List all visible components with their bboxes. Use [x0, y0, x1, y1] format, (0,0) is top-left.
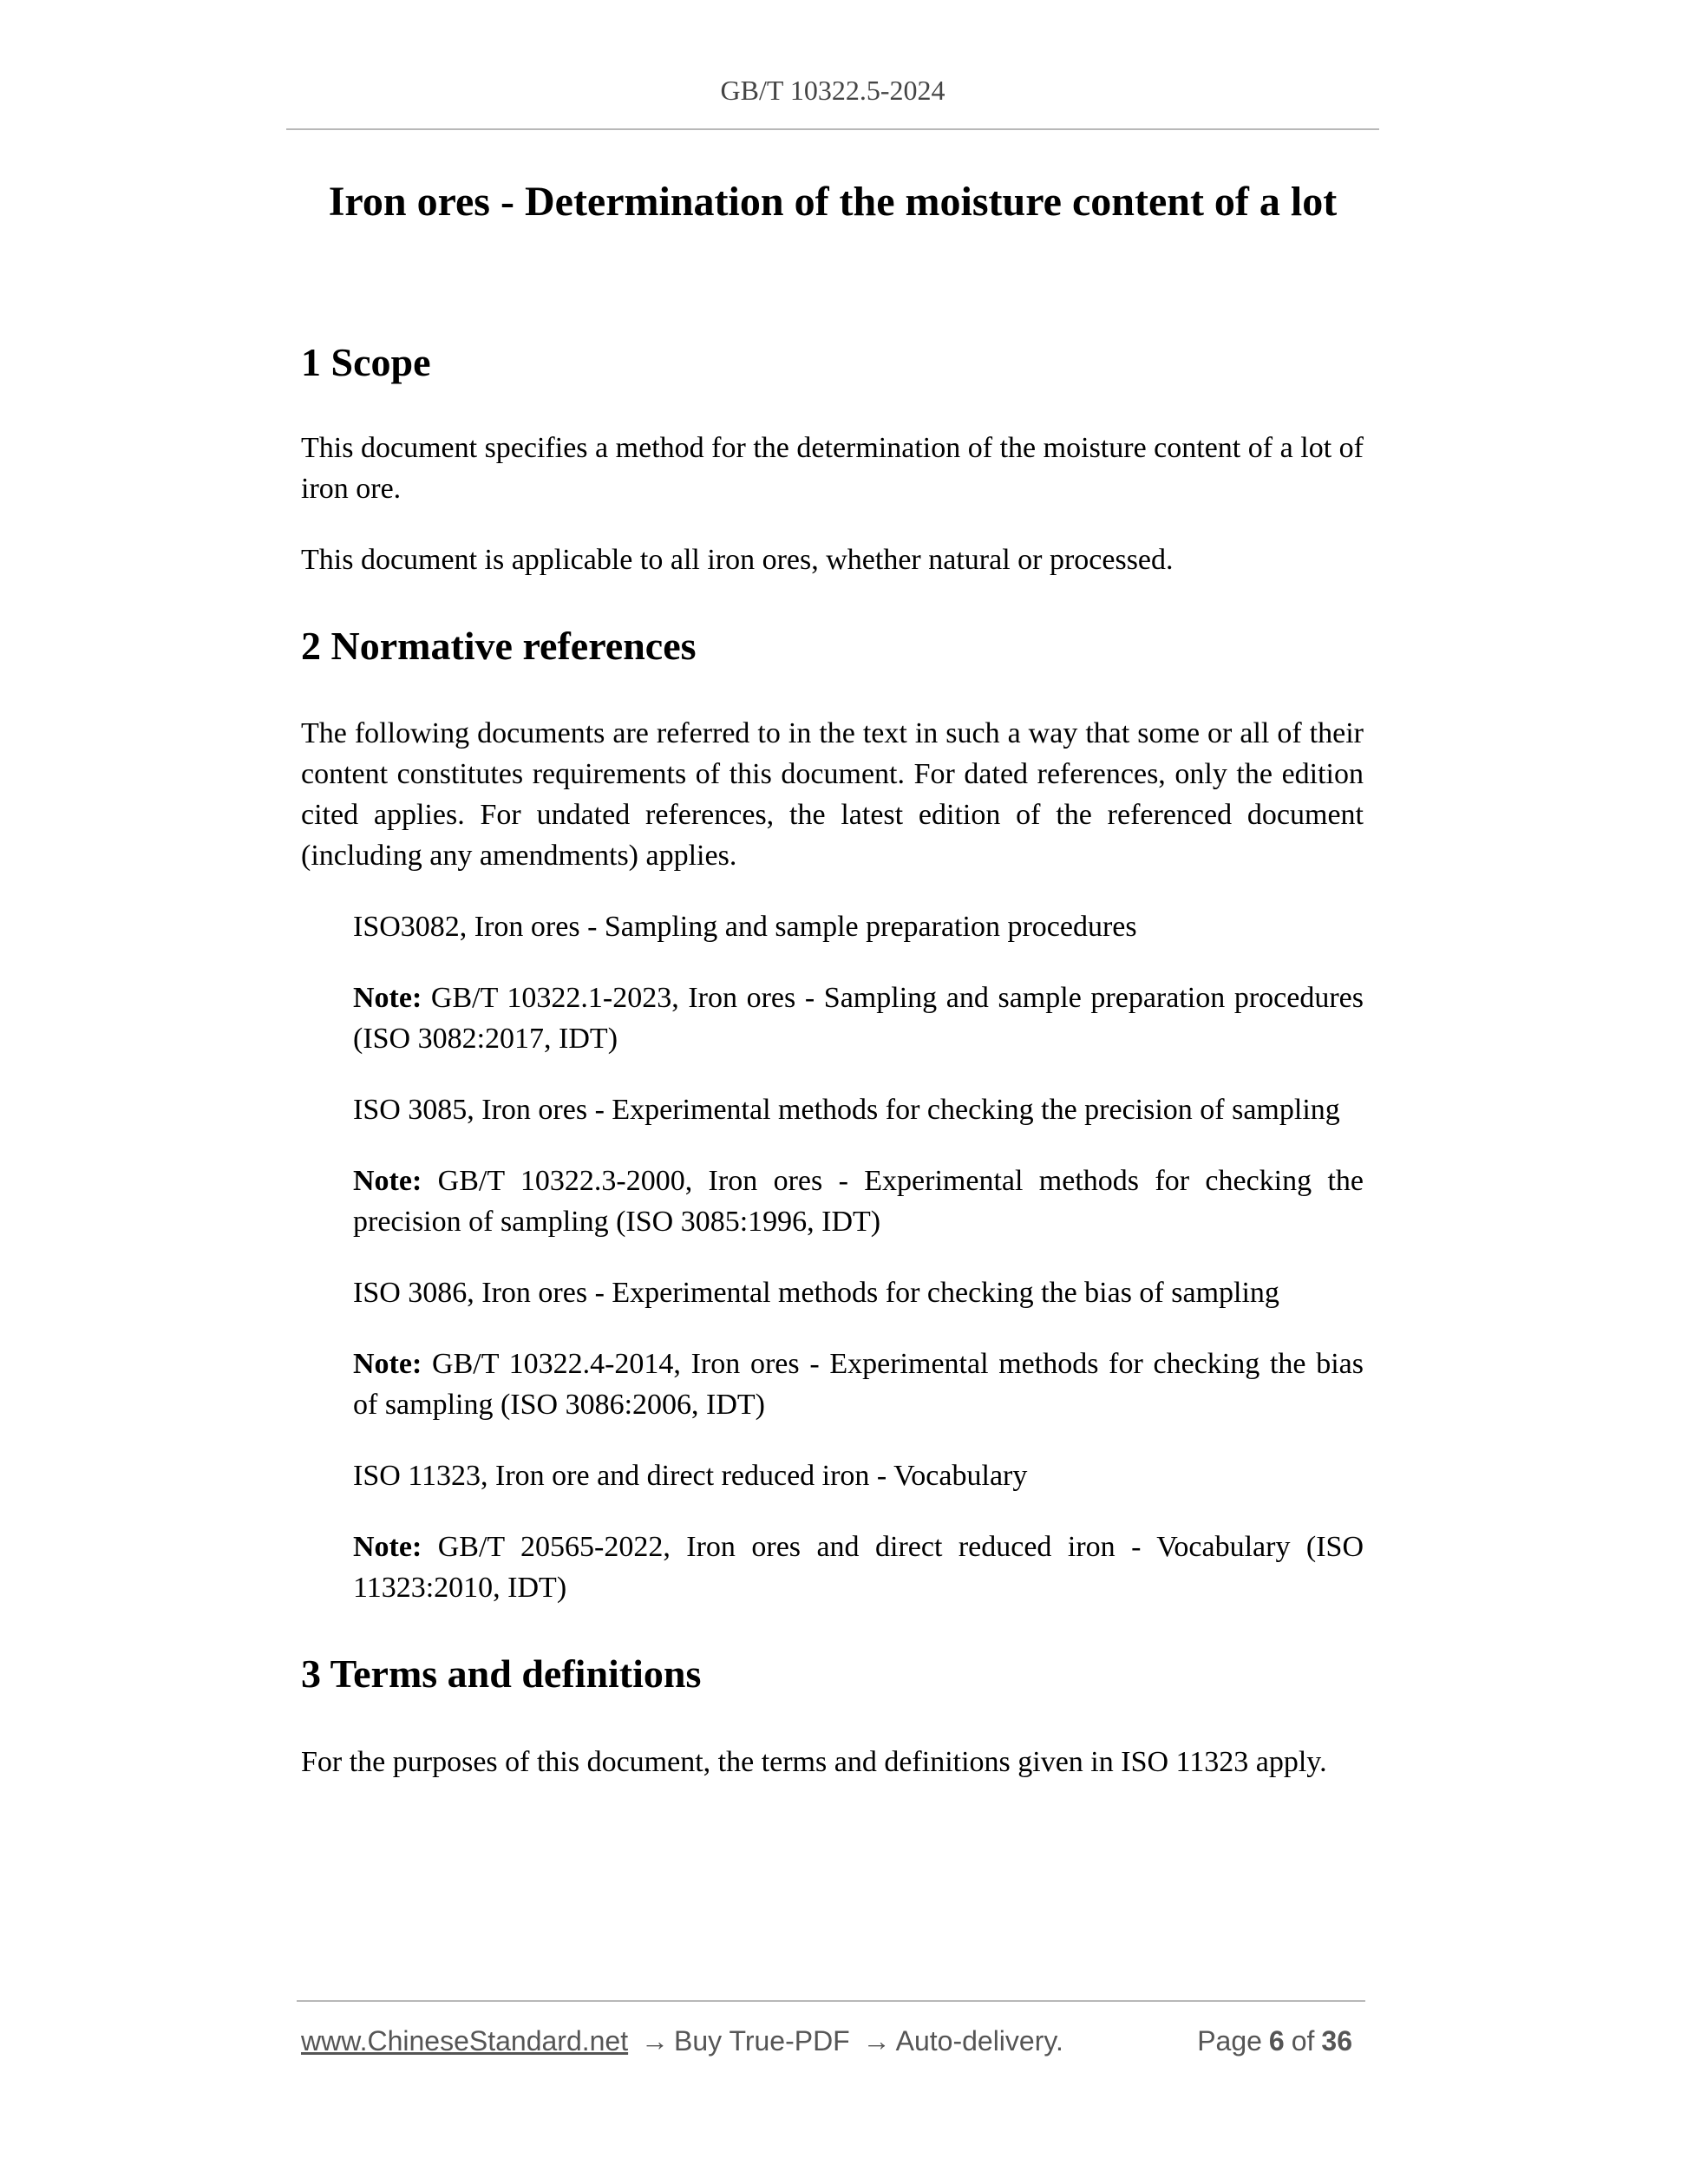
note-text: GB/T 10322.3-2000, Iron ores - Experimental methods for checking the precision of sampling (ISO 3085:1996, IDT) [353, 1165, 1364, 1239]
reference-text: ISO3082, Iron ores - Sampling and sample preparation procedures [353, 911, 1137, 944]
note-label: Note: [353, 1531, 422, 1564]
reference-text: ISO 11323, Iron ore and direct reduced iron - Vocabulary [353, 1460, 1028, 1493]
document-body [301, 338, 1364, 1782]
section-heading-normative-references: 2 Normative references [301, 624, 697, 669]
reference-note [353, 1527, 1364, 1608]
terms-paragraph: For the purposes of this document, the terms and definitions given in ISO 11323 apply. [301, 1745, 1327, 1778]
header-divider [286, 128, 1379, 130]
reference-note [353, 1161, 1364, 1242]
scope-paragraph: This document is applicable to all iron ores, whether natural or processed. [301, 544, 1174, 577]
section-heading-terms-and-definitions: 3 Terms and definitions [301, 1651, 702, 1697]
document-title: Iron ores - Determination of the moisture content of a lot [328, 179, 1338, 225]
reference-item [353, 1089, 1364, 1130]
reference-item [353, 1272, 1364, 1313]
website-link[interactable]: www.ChineseStandard.net [301, 2025, 629, 2056]
page-total: 36 [1321, 2025, 1352, 2056]
footer-divider [297, 2000, 1365, 2002]
page-current: 6 [1268, 2025, 1285, 2056]
page-label: Page [1197, 2025, 1262, 2056]
reference-text: ISO 3085, Iron ores - Experimental methods for checking the precision of sampling [353, 1094, 1340, 1127]
reference-note [353, 978, 1364, 1059]
scope-paragraph: This document specifies a method for the determination of the moisture content of a lot of iron ore. [301, 432, 1364, 506]
reference-note [353, 1344, 1364, 1425]
page-of: of [1291, 2025, 1315, 2056]
reference-list [353, 906, 1364, 1608]
reference-text: ISO 3086, Iron ores - Experimental methods for checking the bias of sampling [353, 1277, 1279, 1310]
footer-promo [301, 2025, 1063, 2057]
footer-step-buy: Buy True-PDF [674, 2025, 850, 2056]
reference-item [353, 1455, 1364, 1496]
page-number [1197, 2025, 1359, 2057]
footer-step-delivery: Auto-delivery. [895, 2025, 1063, 2056]
note-label: Note: [353, 982, 422, 1015]
note-text: GB/T 20565-2022, Iron ores and direct reduced iron - Vocabulary (ISO 11323:2010, IDT) [353, 1531, 1364, 1605]
section-heading-scope: 1 Scope [301, 340, 431, 384]
note-label: Note: [353, 1348, 422, 1381]
reference-item [353, 906, 1364, 947]
arrow-right-icon: → [641, 2025, 669, 2056]
normative-references-intro: The following documents are referred to in the text in such a way that some or all of their content constitutes requirements of this document. For dated references, only the edition cited applies. For undated references, the latest edition of the referenced document (including any amendments) applies. [301, 717, 1364, 873]
note-text: GB/T 10322.1-2023, Iron ores - Sampling and sample preparation procedures (ISO 3082:2017, IDT) [353, 982, 1364, 1056]
page-header-code: GB/T 10322.5-2024 [720, 75, 945, 106]
note-text: GB/T 10322.4-2014, Iron ores - Experimental methods for checking the bias of sampling (ISO 3086:2006, IDT) [353, 1348, 1364, 1422]
note-label: Note: [353, 1165, 422, 1198]
arrow-right-icon: → [862, 2025, 891, 2056]
